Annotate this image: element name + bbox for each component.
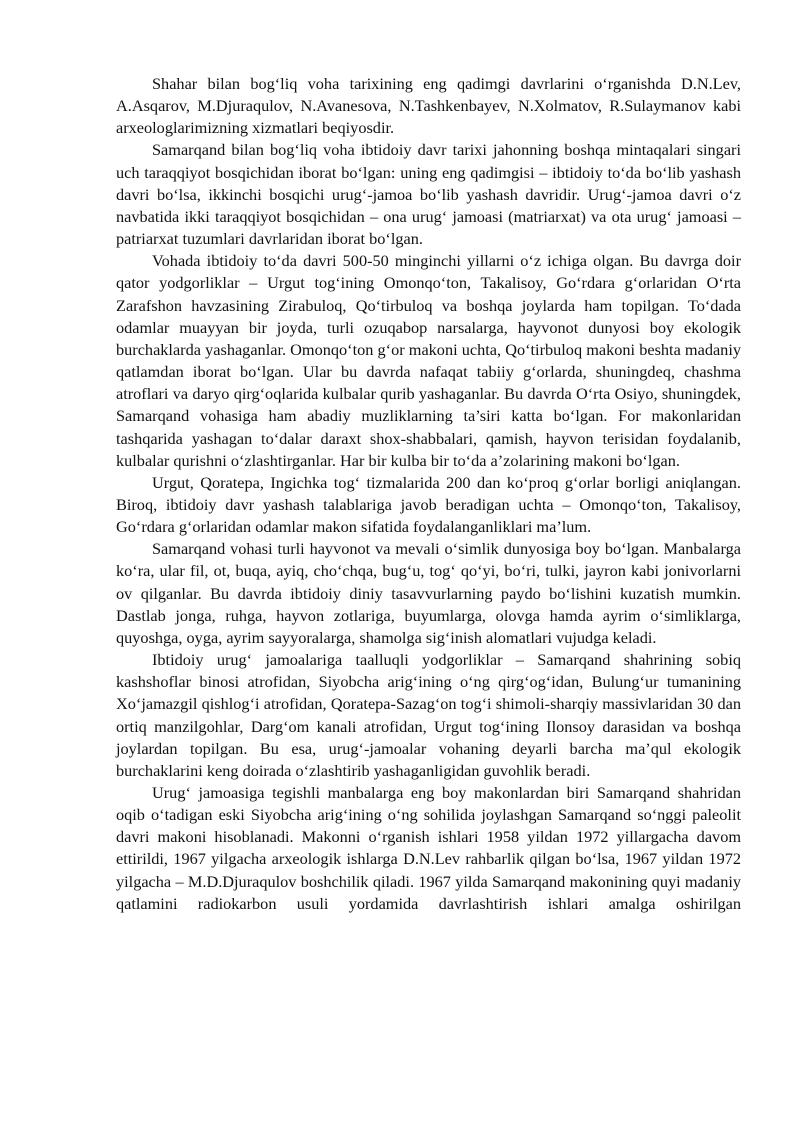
- paragraph-primitive-horde: Vohada ibtidoiy to‘da davri 500-50 minginchi yillarni o‘z ichiga olgan. Bu davrga doir qator yodgorliklar – Urgut tog‘ining Omonqo‘ton, Takalisoy, Go‘rdara g‘orlaridan O‘rta Zarafshon havzasining Zirabuloq, Qo‘tirbuloq va boshqa joylarda ham topilgan. To‘dada odamlar muayyan bir joyda, turli ozuqabop narsalarga, hayvonot dunyosi boy ekologik burchaklarda yashaganlar. Omonqo‘ton g‘or makoni uchta, Qo‘tirbuloq makoni beshta madaniy qatlamdan iborat bo‘lgan. Ular bu davrda nafaqat tabiiy g‘orlarda, shuningdeq, chashma atroflari va daryo qirg‘oqlarida kulbalar qurib yashaganlar. Bu davrda O‘rta Osiyo, shuningdek, Samarqand vohasiga ham abadiy muzliklarning ta’siri katta bo‘lgan. For makonlaridan tashqarida yashagan to‘dalar daraxt shox-shabbalari, qamish, hayvon terisidan foydalanib, kulbalar qurishni o‘zlashtirganlar. Har bir kulba bir to‘da a’zolarining makoni bo‘lgan.: [116, 251, 741, 470]
- paragraph-primitive-stages: Samarqand bilan bog‘liq voha ibtidoiy davr tarixi jahonning boshqa mintaqalari singari uch taraqqiyot bosqichidan iborat bo‘lgan: uning eng qadimgisi – ibtidoiy to‘da bo‘lib yashash davri bo‘lsa, ikkinchi bosqichi urug‘-jamoa bo‘lib yashash davridir. Urug‘-jamoa davri o‘z navbatida ikki taraqqiyot bosqichidan – ona urug‘ jamoasi (matriarxat) va ota urug‘ jamoasi – patriarxat tuzumlari davrlaridan iborat bo‘lgan.: [116, 140, 741, 249]
- paragraph-samarkand-site: Urug‘ jamoasiga tegishli manbalarga eng boy makonlardan biri Samarqand shahridan oqib o‘tadigan eski Siyobcha arig‘ining o‘ng sohilida joylashgan Samarqand so‘nggi paleolit davri makoni hisoblanadi. Makonni o‘rganish ishlari 1958 yildan 1972 yillargacha davom ettirildi, 1967 yilgacha arxeologik ishlarga D.N.Lev rahbarlik qilgan bo‘lsa, 1967 yildan 1972 yilgacha – M.D.Djuraqulov boshchilik qiladi. 1967 yilda Samarqand makonining quyi madaniy qatlamini radiokarbon usuli yordamida davrlashtirish ishlari amalga oshirilgan: [116, 783, 741, 913]
- paragraph-caves: Urgut, Qoratepa, Ingichka tog‘ tizmalarida 200 dan ko‘proq g‘orlar borligi aniqlangan. Biroq, ibtidoiy davr yashash talablariga javob beradigan uchta – Omonqo‘ton, Takalisoy, Go‘rdara g‘orlaridan odamlar makon sifatida foydalanganliklari ma’lum.: [116, 472, 741, 537]
- paragraph-clan-sites: Ibtidoiy urug‘ jamoalariga taalluqli yodgorliklar – Samarqand shahrining sobiq kashshoflar binosi atrofidan, Siyobcha arig‘ining o‘ng qirg‘og‘idan, Bulung‘ur tumanining Xo‘jamazgil qishlog‘i atrofidan, Qoratepa-Sazag‘on tog‘i shimoli-sharqiy massivlaridan 30 dan ortiq manzilgohlar, Darg‘om kanali atrofidan, Urgut tog‘ining Ilonsoy darasidan va boshqa joylardan topilgan. Bu esa, urug‘-jamoalar vohaning deyarli barcha ma’qul ekologik burchaklarini keng doirada o‘zlashtirib yashaganligidan guvohlik beradi.: [116, 650, 741, 780]
- paragraph-fauna-beliefs: Samarqand vohasi turli hayvonot va mevali o‘simlik dunyosiga boy bo‘lgan. Manbalarga ko‘ra, ular fil, ot, buqa, ayiq, cho‘chqa, bug‘u, tog‘ qo‘yi, bo‘ri, tulki, jayron kabi jonivorlarni ov qilganlar. Bu davrda ibtidoiy diniy tasavvurlarning paydo bo‘lishini kuzatish mumkin. Dastlab jonga, ruhga, hayvon zotlariga, buyumlarga, olovga hamda ayrim o‘simliklarga, quyoshga, oyga, ayrim sayyoralarga, shamolga sig‘inish alomatlari vujudga keladi.: [116, 539, 741, 647]
- paragraph-scholars: Shahar bilan bog‘liq voha tarixining eng qadimgi davrlarini o‘rganishda D.N.Lev, A.Asqarov, M.Djuraqulov, N.Avanesova, N.Tashkenbayev, N.Xolmatov, R.Sulaymanov kabi arxeologlarimizning xizmatlari beqiyosdir.: [116, 74, 741, 138]
- document-page: [116, 73, 741, 915]
